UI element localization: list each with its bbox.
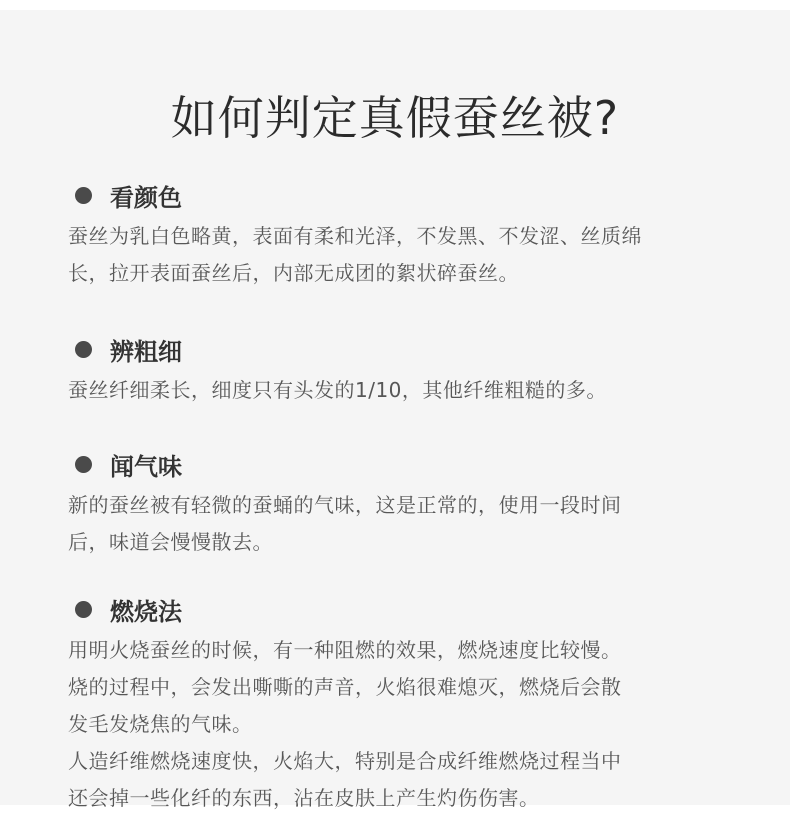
bullet-dot-icon <box>75 456 92 473</box>
section-thickness <box>68 332 748 409</box>
section-text-line: 还会掉一些化纤的东西，沾在皮肤上产生灼伤伤害。 <box>68 786 540 810</box>
section-heading <box>68 178 748 212</box>
section-heading-text: 看颜色 <box>110 183 182 212</box>
section-heading-text: 燃烧法 <box>110 597 182 626</box>
section-text-line: 长，拉开表面蚕丝后，内部无成团的絮状碎蚕丝。 <box>68 261 519 285</box>
bullet-dot-icon <box>75 601 92 618</box>
bullet-dot-icon <box>75 341 92 358</box>
section-text-line: 用明火烧蚕丝的时候，有一种阻燃的效果，燃烧速度比较慢。 <box>68 638 622 662</box>
section-smell <box>68 447 748 561</box>
section-text-line: 蚕丝为乳白色略黄，表面有柔和光泽，不发黑、不发涩、丝质绵 <box>68 224 642 248</box>
section-heading-text: 闻气味 <box>110 452 182 481</box>
content-panel <box>0 10 790 810</box>
section-text-line: 人造纤维燃烧速度快，火焰大，特别是合成纤维燃烧过程当中 <box>68 749 622 773</box>
section-heading <box>68 447 748 481</box>
section-burn-test <box>68 592 748 817</box>
page-title: 如何判定真假蚕丝被? <box>170 91 620 145</box>
section-text-line: 后，味道会慢慢散去。 <box>68 530 273 554</box>
section-text-line: 发毛发烧焦的气味。 <box>68 712 253 736</box>
section-text-line: 蚕丝纤细柔长，细度只有头发的1/10，其他纤维粗糙的多。 <box>68 378 607 402</box>
section-text-line: 烧的过程中，会发出嘶嘶的声音，火焰很难熄灭，燃烧后会散 <box>68 675 622 699</box>
section-heading <box>68 592 748 626</box>
section-text-line: 新的蚕丝被有轻微的蚕蛹的气味，这是正常的，使用一段时间 <box>68 493 622 517</box>
bullet-dot-icon <box>75 187 92 204</box>
section-color <box>68 178 748 292</box>
section-heading <box>68 332 748 366</box>
section-heading-text: 辨粗细 <box>110 337 182 366</box>
